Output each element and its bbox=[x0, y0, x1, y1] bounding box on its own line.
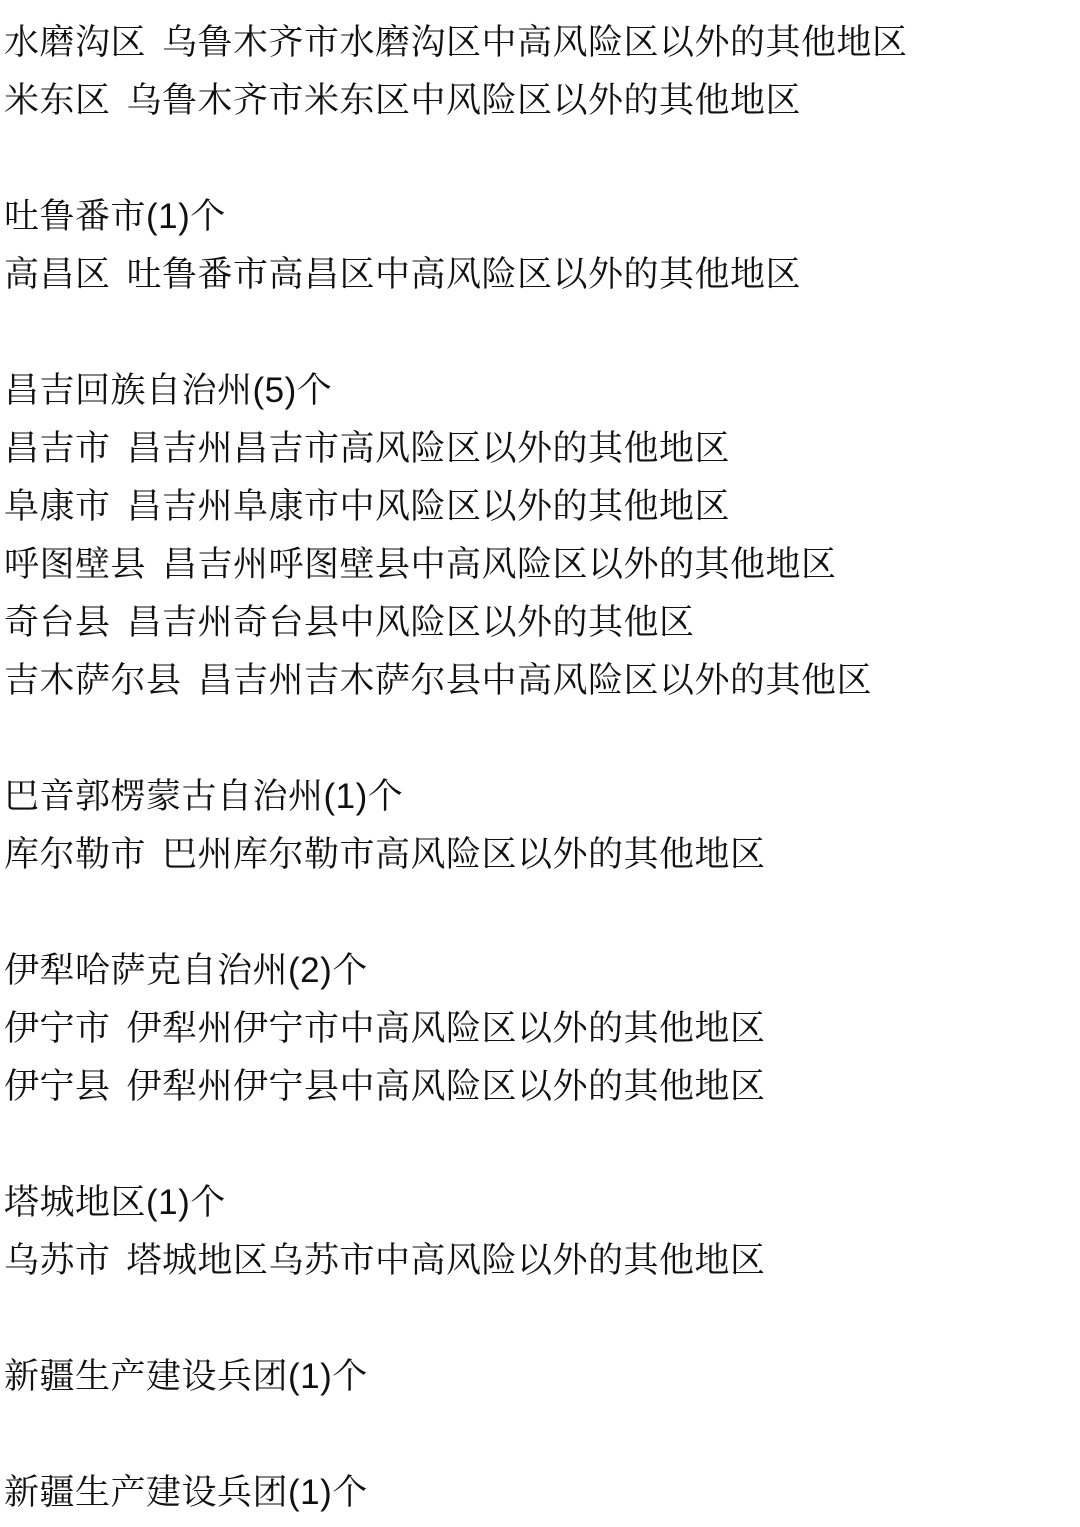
region-entry-description: 昌吉州奇台县中风险区以外的其他区 bbox=[126, 603, 695, 642]
region-entry-description: 乌鲁木齐市米东区中风险区以外的其他地区 bbox=[126, 81, 802, 120]
region-entry-description: 乌鲁木齐市水磨沟区中高风险区以外的其他地区 bbox=[162, 23, 908, 62]
region-entry-description: 伊犁州伊宁市中高风险区以外的其他地区 bbox=[126, 1009, 766, 1048]
region-group-heading: 塔城地区(1)个 bbox=[4, 1183, 226, 1222]
region-entry-district: 高昌区 bbox=[4, 255, 111, 294]
blank-line bbox=[4, 304, 1060, 362]
region-entry bbox=[4, 72, 1060, 130]
region-entry-district: 伊宁县 bbox=[4, 1067, 111, 1106]
region-entry-district: 水磨沟区 bbox=[4, 23, 147, 62]
region-entry-district: 吉木萨尔县 bbox=[4, 661, 182, 700]
region-entry-district: 奇台县 bbox=[4, 603, 111, 642]
region-entry-district: 库尔勒市 bbox=[4, 835, 147, 874]
region-entry-description: 巴州库尔勒市高风险区以外的其他地区 bbox=[162, 835, 766, 874]
region-entry-description: 昌吉州阜康市中风险区以外的其他地区 bbox=[126, 487, 731, 526]
region-group-heading: 伊犁哈萨克自治州(2)个 bbox=[4, 951, 368, 990]
region-entry-description: 昌吉州呼图壁县中高风险区以外的其他地区 bbox=[162, 545, 837, 584]
region-entry-district: 乌苏市 bbox=[4, 1241, 111, 1280]
region-entry-description: 塔城地区乌苏市中高风险以外的其他地区 bbox=[126, 1241, 766, 1280]
region-entry-description: 昌吉州昌吉市高风险区以外的其他地区 bbox=[126, 429, 731, 468]
region-entry-district: 昌吉市 bbox=[4, 429, 111, 468]
region-entry bbox=[4, 1000, 1060, 1058]
region-entry-district: 阜康市 bbox=[4, 487, 111, 526]
document-body bbox=[4, 14, 1060, 1522]
region-entry bbox=[4, 246, 1060, 304]
blank-line bbox=[4, 710, 1060, 768]
region-group-heading: 新疆生产建设兵团(1)个 bbox=[4, 1357, 368, 1396]
region-entry-description: 吐鲁番市高昌区中高风险区以外的其他地区 bbox=[126, 255, 802, 294]
region-entry bbox=[4, 1232, 1060, 1290]
region-group-heading: 昌吉回族自治州(5)个 bbox=[4, 371, 333, 410]
region-entry bbox=[4, 1058, 1060, 1116]
region-entry bbox=[4, 478, 1060, 536]
region-entry bbox=[4, 652, 1060, 710]
region-group-heading: 巴音郭楞蒙古自治州(1)个 bbox=[4, 777, 404, 816]
region-entry bbox=[4, 420, 1060, 478]
region-entry-description: 昌吉州吉木萨尔县中高风险区以外的其他区 bbox=[197, 661, 873, 700]
region-entry bbox=[4, 594, 1060, 652]
region-group-heading: 新疆生产建设兵团(1)个 bbox=[4, 1473, 368, 1512]
region-entry-description: 伊犁州伊宁县中高风险区以外的其他地区 bbox=[126, 1067, 766, 1106]
region-entry-district: 伊宁市 bbox=[4, 1009, 111, 1048]
blank-line bbox=[4, 1290, 1060, 1348]
region-entry bbox=[4, 14, 1060, 72]
region-group-heading: 吐鲁番市(1)个 bbox=[4, 197, 226, 236]
blank-line bbox=[4, 130, 1060, 188]
region-entry-district: 米东区 bbox=[4, 81, 111, 120]
region-entry bbox=[4, 536, 1060, 594]
blank-line bbox=[4, 1116, 1060, 1174]
region-entry bbox=[4, 826, 1060, 884]
blank-line bbox=[4, 884, 1060, 942]
region-entry-district: 呼图壁县 bbox=[4, 545, 147, 584]
blank-line bbox=[4, 1406, 1060, 1464]
